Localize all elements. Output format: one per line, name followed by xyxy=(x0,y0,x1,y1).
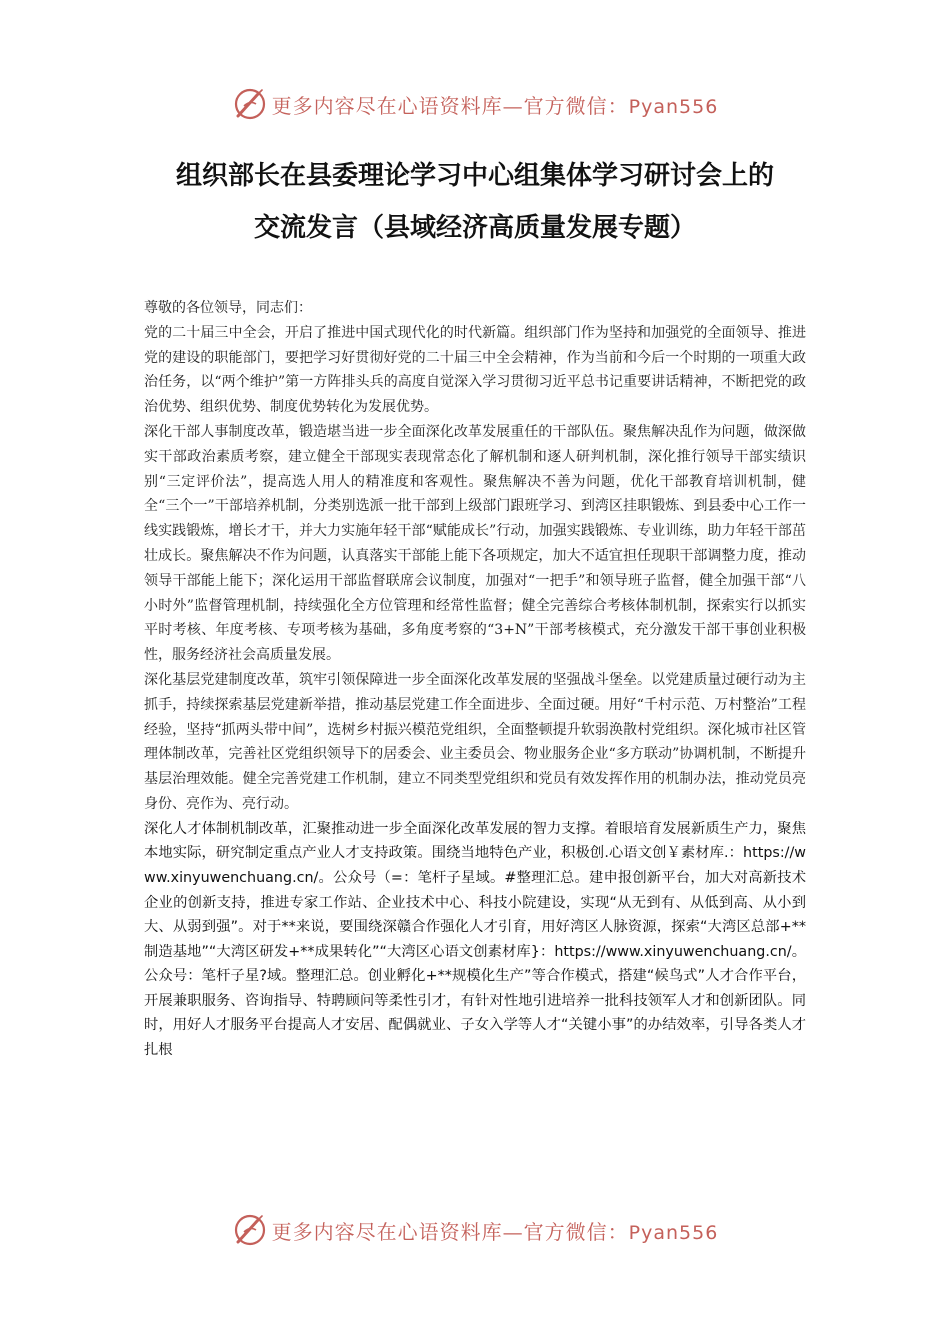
title-line-2: 交流发言（县域经济高质量发展专题） xyxy=(253,213,696,243)
header-banner xyxy=(0,82,950,126)
document-title xyxy=(0,150,950,254)
wechat-id: Pyan556 xyxy=(628,1221,719,1244)
document-body xyxy=(144,296,806,1063)
paragraph: 深化基层党建制度改革，筑牢引领保障进一步全面深化改革发展的坚强战斗堡垒。以党建质量过硬行动为主抓手，持续探索基层党建新举措，推动基层党建工作全面进步、全面过硬。用好“千村示范、万村整治”工程经验，坚持“抓两头带中间”，选树乡村振兴模范党组织，全面整顿提升软弱涣散村党组织。深化城市社区管理体制改革，完善社区党组织领导下的居委会、业主委员会、物业服务企业“多方联动”协调机制，不断提升基层治理效能。健全完善党建工作机制，建立不同类型党组织和党员有效发挥作用的机制办法，推动党员亮身份、亮作为、亮行动。 xyxy=(144,671,806,812)
wechat-id: Pyan556 xyxy=(628,95,719,118)
salutation: 尊敬的各位领导，同志们： xyxy=(144,300,312,316)
paragraph: 党的二十届三中全会，开启了推进中国式现代化的时代新篇。组织部门作为坚持和加强党的全面领导、推进党的建设的职能部门，要把学习好贯彻好党的二十届三中全会精神，作为当前和今后一个时期的一项重大政治任务，以“两个维护”第一方阵排头兵的高度自觉深入学习贯彻习近平总书记重要讲话精神，不断把党的政治优势、组织优势、制度优势转化为发展优势。 xyxy=(144,324,806,416)
paragraph: 深化人才体制机制改革，汇聚推动进一步全面深化改革发展的智力支撑。着眼培育发展新质生产力，聚焦本地实际，研究制定重点产业人才支持政策。围绕当地特色产业，积极创.心语文创￥素材库.：https://www.xinyuwenchuang.cn/。公众号（=：笔杆子星域。#整理汇总。建申报创新平台，加大对高新技术企业的创新支持，推进专家工作站、企业技术中心、科技小院建设，实现“从无到有、从低到高、从小到大、从弱到强”。对于**来说，要围绕深赣合作强化人才引育，用好湾区人脉资源，探索“大湾区总部+**制造基地”“大湾区研发+**成果转化”“大湾区心语文创素材库}：https://www.xinyuwenchuang.cn/。公众号：笔杆子星?域。整理汇总。创业孵化+**规模化生产”等合作模式，搭建“候鸟式”人才合作平台，开展兼职服务、咨询指导、特聘顾问等柔性引才，有针对性地引进培养一批科技领军人才和创新团队。同时，用好人才服务平台提高人才安居、配偶就业、子女入学等人才“关键小事”的办结效率，引导各类人才扎根 xyxy=(144,820,806,1059)
footer-banner xyxy=(0,1208,950,1252)
banner-text: 更多内容尽在心语资料库—官方微信：Pyan556 xyxy=(271,1219,719,1244)
pen-scroll-logo-icon xyxy=(232,86,268,122)
pen-scroll-logo-icon xyxy=(232,1212,268,1248)
paragraph: 深化干部人事制度改革，锻造堪当进一步全面深化改革发展重任的干部队伍。聚焦解决乱作为问题，做深做实干部政治素质考察，建立健全干部现实表现常态化了解机制和逐人研判机制，深化推行领导干部实绩识别“三定评价法”，提高选人用人的精准度和客观性。聚焦解决不善为问题，优化干部教育培训机制，健全“三个一”干部培养机制，分类别选派一批干部到上级部门跟班学习、到湾区挂职锻炼、到县委中心工作一线实践锻炼，增长才干，并大力实施年轻干部“赋能成长”行动，加强实践锻炼、专业训练，助力年轻干部茁壮成长。聚焦解决不作为问题，认真落实干部能上能下各项规定，加大不适宜担任现职干部调整力度，推动领导干部能上能下；深化运用干部监督联席会议制度，加强对“一把手”和领导班子监督，健全加强干部“八小时外”监督管理机制，持续强化全方位管理和经常性监督；健全完善综合考核体制机制，探索实行以抓实平时考核、年度考核、专项考核为基础，多角度考察的“3+N”干部考核模式，充分激发干部干事创业积极性，服务经济社会高质量发展。 xyxy=(144,423,806,664)
title-line-1: 组织部长在县委理论学习中心组集体学习研讨会上的 xyxy=(175,161,774,191)
banner-text: 更多内容尽在心语资料库—官方微信：Pyan556 xyxy=(271,93,719,118)
